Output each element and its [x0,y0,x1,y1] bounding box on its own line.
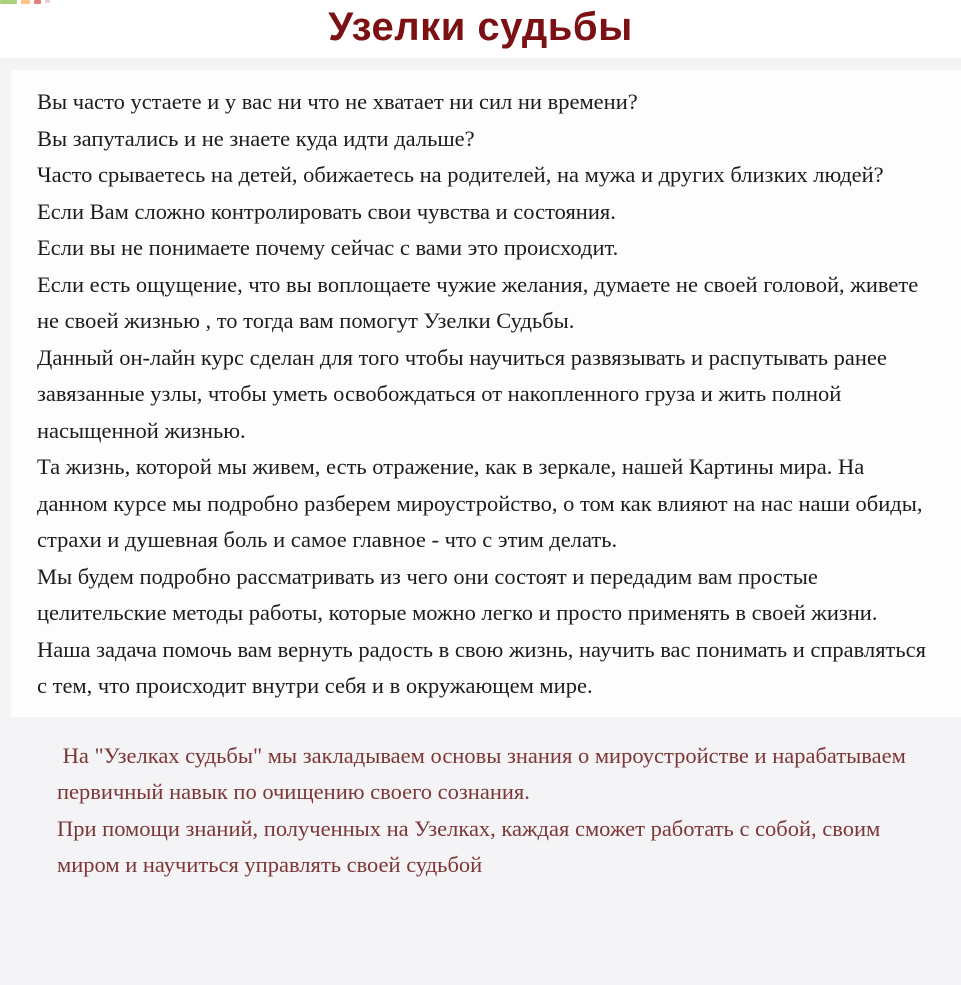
intro-paragraph: Если Вам сложно контролировать свои чувства и состояния. [37,198,616,224]
intro-paragraph: Вы запутались и не знаете куда идти дальше? [37,125,475,151]
fragment-red-bar [34,0,41,4]
content-panel [0,58,961,985]
intro-paragraph: Часто срываетесь на детей, обижаетесь на родителей, на мужа и других близких людей? [37,162,884,187]
intro-paragraph: Наша задача помочь вам вернуть радость в свою жизнь, научить вас понимать и справляться с тем, что происходит внутри себя и в окружающем мире. [37,636,926,698]
intro-text-box [11,70,961,717]
summary-paragraph: На "Узелках судьбы" мы закладываем основы знания о мироустройстве и нарабатываем первичный навык по очищению своего сознания. [57,742,912,804]
intro-paragraph: Вы часто устаете и у вас ни что не хватает ни сил ни времени? [37,89,638,114]
intro-paragraph: Та жизнь, которой мы живем, есть отражение, как в зеркале, нашей Картины мира. На данном курсе мы подробно разберем мироустройство, о том как влияют на нас наши обиды, страхи и душевная боль и самое главное - что с этим делать. [37,454,923,552]
summary-paragraph: При помощи знаний, полученных на Узелках, каждая сможет работать с собой, своим миром и научиться управлять своей судьбой [57,815,886,877]
fragment-pink-bar [45,0,50,3]
fragment-orange-bar [21,0,30,4]
intro-paragraph: Если вы не понимаете почему сейчас с вами это происходит. [37,235,619,260]
intro-paragraph: Данный он-лайн курс сделан для того чтобы научиться развязывать и распутывать ранее завязанные узлы, чтобы уметь освобождаться от накопленного груза и жить полной насыщенной жизнью. [37,344,887,443]
summary-text-block [11,717,961,884]
intro-paragraph: Если есть ощущение, что вы воплощаете чужие желания, думаете не своей головой, живете не своей жизнью , то тогда вам помогут Узелки Судьбы. [37,271,919,333]
intro-paragraph: Мы будем подробно рассматривать из чего они состоят и передадим вам простые целительские методы работы, которые можно легко и просто применять в своей жизни. [37,563,878,625]
page-title: Узелки судьбы [328,5,633,49]
page-header [0,0,961,58]
fragment-green-bar [0,0,17,4]
cropped-logo-fragment [0,0,50,5]
